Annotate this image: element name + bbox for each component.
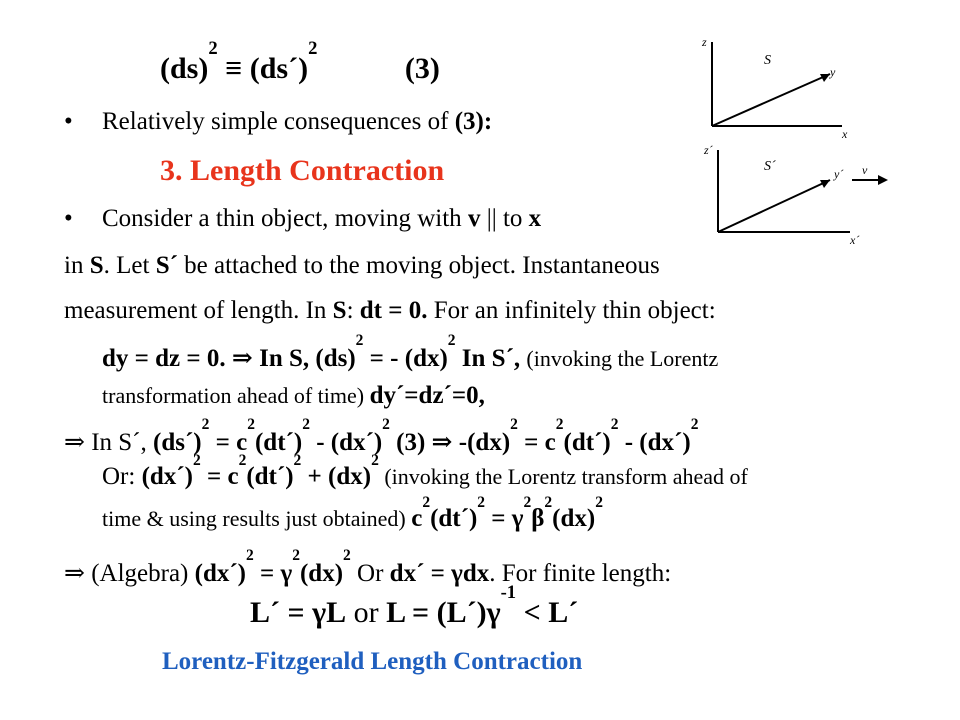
sup: 2: [293, 451, 302, 469]
para-line-1: [64, 252, 660, 280]
text: = - (dx): [363, 345, 448, 372]
sup: 2: [544, 493, 553, 511]
text: - (dx´): [309, 429, 383, 456]
text: :: [346, 297, 360, 324]
bullet-consider: [64, 205, 541, 233]
sup: 2: [192, 451, 201, 469]
sup: -1: [500, 582, 517, 604]
text: time & using results just obtained): [102, 506, 412, 531]
x-prime-label: x´: [850, 233, 860, 247]
text: (dt´): [563, 429, 611, 456]
s-label: S: [764, 53, 771, 68]
x-label: x: [842, 127, 848, 141]
bullet-x: x: [528, 205, 542, 232]
z-prime-label: z´: [704, 143, 713, 157]
text: (3) ⇒: [389, 429, 459, 456]
implies-arrow: ⇒: [64, 429, 92, 456]
eq-lhs: (ds): [160, 52, 209, 85]
bullet-text: Relatively simple consequences of: [102, 108, 449, 135]
bullet-consequences: [64, 108, 492, 136]
sup: 2: [371, 451, 379, 469]
text: c: [411, 505, 423, 532]
text: - (dx´): [618, 429, 691, 456]
bullet-v: v: [467, 205, 481, 232]
para-line-2: [64, 297, 716, 325]
sup: 2: [555, 415, 564, 433]
y-axis: [712, 74, 830, 126]
text: (dx´): [194, 560, 247, 587]
eq-equiv: ≡: [217, 52, 250, 85]
y-label: y: [830, 65, 836, 79]
text: (Algebra): [91, 560, 195, 587]
footer-title: [162, 648, 582, 676]
bullet-text: || to: [480, 205, 529, 232]
sup: 2: [510, 415, 518, 433]
text: in: [64, 252, 90, 279]
line-dy-dz: [102, 331, 719, 373]
y-prime-axis: [718, 180, 830, 232]
text: + (dx): [301, 463, 372, 490]
final-result: [250, 582, 579, 630]
text: < L´: [516, 596, 579, 629]
sup: 2: [247, 415, 255, 433]
eq-sup: 2: [208, 38, 218, 60]
sup: 2: [238, 451, 247, 469]
s-prime-label: S´: [764, 159, 776, 174]
text: (invoking the Lorentz: [526, 346, 719, 371]
text: (dt´): [430, 505, 478, 532]
text: In S´,: [455, 345, 527, 372]
text: L = (L´)γ: [386, 596, 501, 629]
text: L´ = γL: [250, 596, 347, 629]
sup: 2: [292, 546, 300, 564]
sup: 2: [201, 415, 210, 433]
sup: 2: [610, 415, 619, 433]
sup: 2: [246, 546, 254, 564]
text: = γ: [253, 560, 293, 587]
sup: 2: [382, 415, 390, 433]
text: (ds´): [153, 429, 202, 456]
bullet-ref: (3):: [454, 108, 493, 135]
text: dy´=dz´=0,: [369, 382, 485, 409]
eq-tag: (3): [404, 52, 440, 85]
bullet-dot: •: [64, 205, 73, 232]
line-ds-prime: [64, 415, 699, 457]
text: = c: [209, 429, 248, 456]
text: (dx´): [141, 463, 193, 490]
text: β: [531, 505, 545, 532]
text: . For finite length:: [489, 560, 672, 587]
text: measurement of length. In: [64, 297, 333, 324]
text: Or:: [102, 463, 142, 490]
text: -(dx): [458, 429, 511, 456]
sup: 2: [477, 493, 486, 511]
text: dy = dz = 0. ⇒: [102, 345, 260, 372]
y-prime-label: y´: [834, 167, 844, 181]
section-heading: [160, 154, 444, 188]
sup: 2: [595, 493, 603, 511]
text: = c: [200, 463, 239, 490]
z-label: z: [702, 35, 707, 49]
sup: 2: [422, 493, 431, 511]
text: For an infinitely thin object:: [427, 297, 716, 324]
sup: 2: [523, 493, 532, 511]
line-transformation: [102, 382, 485, 410]
sup: 2: [355, 331, 364, 349]
sup: 2: [690, 415, 699, 433]
line-algebra: [64, 546, 672, 588]
sup: 2: [447, 331, 456, 349]
equation-3: [160, 38, 440, 86]
line-time: [102, 493, 603, 533]
text: (dx): [299, 560, 344, 587]
line-or: [102, 451, 748, 491]
frame-s-diagram: [700, 34, 860, 142]
heading-text: 3. Length Contraction: [160, 154, 445, 187]
text: Or: [350, 560, 390, 587]
text: In S, (ds): [259, 345, 356, 372]
text: (dt´): [246, 463, 294, 490]
dt-zero: dt = 0.: [359, 297, 428, 324]
footer-text: Lorentz-Fitzgerald Length Contraction: [162, 648, 583, 675]
velocity-arrowhead: [878, 175, 888, 185]
text: In S´,: [91, 429, 154, 456]
frame-s: S: [89, 252, 104, 279]
text: = c: [517, 429, 556, 456]
text: or: [346, 596, 387, 629]
frame-s-prime-diagram: [700, 140, 890, 250]
text: . Let: [103, 252, 156, 279]
bullet-dot: •: [64, 108, 73, 135]
v-label: v: [862, 163, 868, 177]
sup: 2: [343, 546, 351, 564]
sup: 2: [302, 415, 310, 433]
text: = γ: [485, 505, 524, 532]
frame-s-prime: S´: [155, 252, 178, 279]
bullet-text: Consider a thin object, moving with: [102, 205, 468, 232]
eq-rhs: (ds´): [249, 52, 309, 85]
text: dx´ = γdx: [389, 560, 490, 587]
text: (invoking the Lorentz transform ahead of: [378, 464, 748, 489]
eq-sup: 2: [308, 38, 318, 60]
text: (dt´): [254, 429, 303, 456]
text: be attached to the moving object. Instantaneous: [177, 252, 660, 279]
frame-s: S: [332, 297, 347, 324]
text: transformation ahead of time): [102, 383, 370, 408]
implies-arrow: ⇒: [64, 560, 92, 587]
text: (dx): [552, 505, 596, 532]
